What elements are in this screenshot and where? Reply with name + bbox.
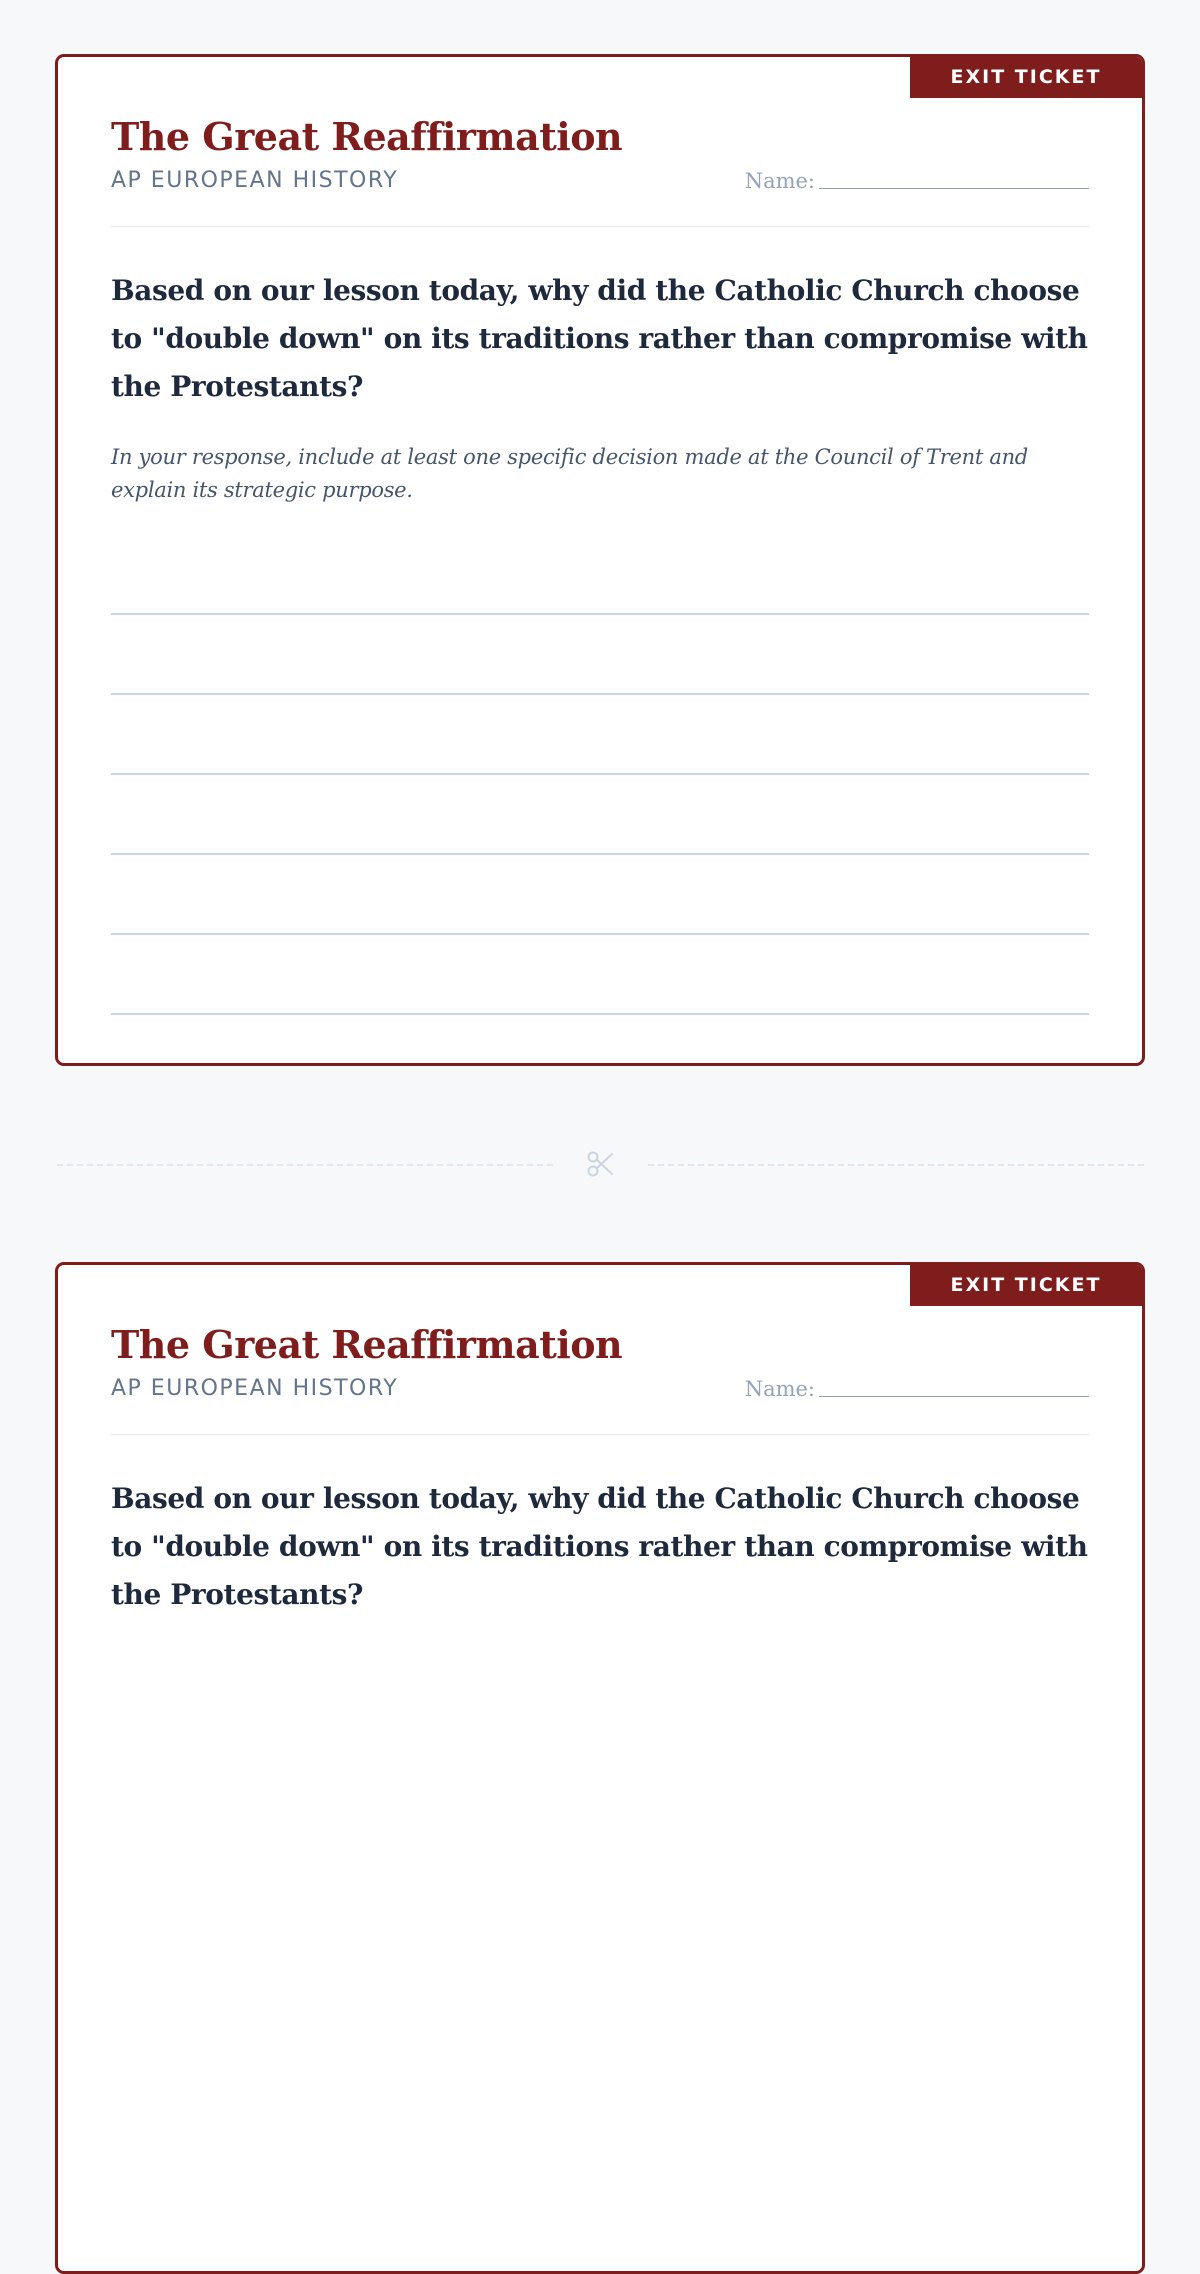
- exit-ticket-card: [55, 54, 1145, 1066]
- name-blank-line[interactable]: [819, 188, 1089, 189]
- ticket-title: The Great Reaffirmation: [111, 1322, 623, 1367]
- answer-line[interactable]: [111, 693, 1089, 695]
- name-field[interactable]: [745, 1375, 1089, 1403]
- header-divider: [111, 226, 1089, 227]
- cut-line-right: [648, 1164, 1144, 1166]
- name-blank-line[interactable]: [819, 1396, 1089, 1397]
- exit-ticket-badge: EXIT TICKET: [910, 57, 1142, 98]
- cut-line-left: [57, 1164, 553, 1166]
- name-label: Name:: [744, 169, 815, 193]
- answer-line[interactable]: [111, 933, 1089, 935]
- scissors-icon: [584, 1148, 616, 1180]
- exit-ticket-badge: EXIT TICKET: [910, 1265, 1142, 1306]
- name-field[interactable]: [745, 167, 1089, 195]
- course-subtitle: AP EUROPEAN HISTORY: [111, 1376, 399, 1401]
- course-subtitle: AP EUROPEAN HISTORY: [111, 168, 399, 193]
- answer-line[interactable]: [111, 1013, 1089, 1015]
- question-prompt: Based on our lesson today, why did the Catholic Church choose to "double down" on its traditions rather than compromise with the Protestants?: [111, 1482, 1088, 1611]
- exit-ticket-card: [55, 1262, 1145, 2274]
- name-label: Name:: [744, 1377, 815, 1401]
- response-instruction: In your response, include at least one specific decision made at the Council of Trent and explain its strategic purpose.: [111, 445, 1028, 502]
- question-prompt: Based on our lesson today, why did the Catholic Church choose to "double down" on its traditions rather than compromise with the Protestants?: [111, 274, 1088, 403]
- answer-line[interactable]: [111, 773, 1089, 775]
- answer-line[interactable]: [111, 853, 1089, 855]
- answer-line[interactable]: [111, 613, 1089, 615]
- ticket-title: The Great Reaffirmation: [111, 114, 623, 159]
- header-divider: [111, 1434, 1089, 1435]
